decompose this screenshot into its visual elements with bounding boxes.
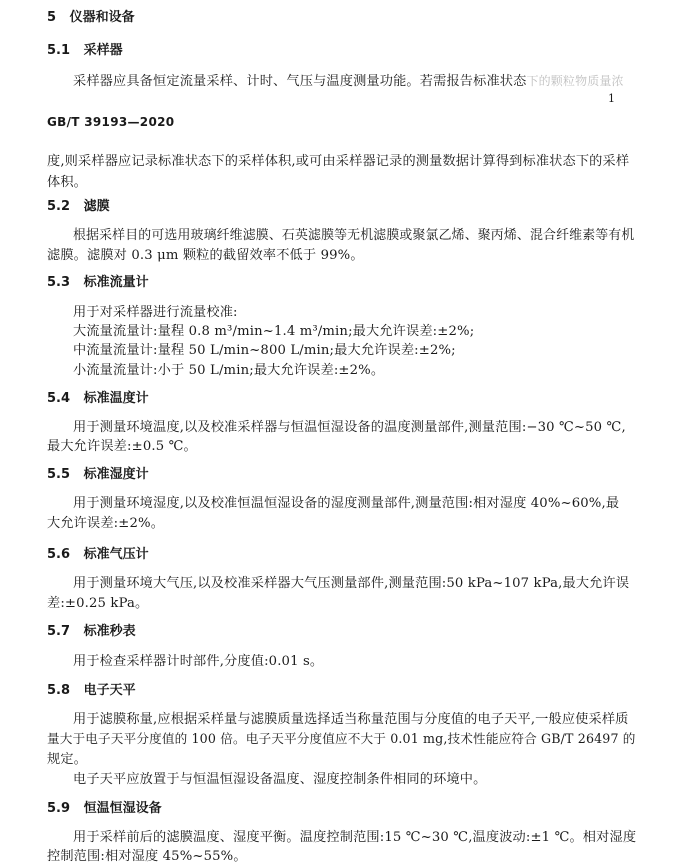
paragraph-line: 大允许误差:±2%。 [47, 516, 165, 531]
section-number: 5.6 [47, 547, 71, 562]
paragraph-line: 控制范围:相对湿度 45%~55%。 [47, 849, 247, 864]
paragraph-line: 中流量流量计:量程 50 L/min~800 L/min;最大允许误差:±2%; [73, 343, 456, 358]
paragraph-line: 用于对采样器进行流量校准: [73, 305, 238, 320]
paragraph-line: 用于测量环境湿度,以及校准恒温恒湿设备的湿度测量部件,测量范围:相对湿度 40%~60%,最 [73, 496, 620, 511]
paragraph-line: 滤膜。滤膜对 0.3 μm 颗粒的截留效率不低于 99%。 [47, 248, 364, 263]
section-title: 滤膜 [83, 199, 110, 214]
section-number: 5.8 [47, 683, 71, 698]
paragraph-line: 量大于电子天平分度值的 100 倍。电子天平分度值应不大于 0.01 mg,技术性能应符合 GB/T 26497 的 [47, 731, 636, 746]
section-title: 仪器和设备 [69, 10, 135, 25]
text-run: 采样器应具备恒定流量采样、计时、气压与温度测量功能。若需报告标准状态 [73, 74, 527, 89]
section-title: 恒温恒湿设备 [83, 801, 162, 816]
section-5-6-heading [47, 543, 149, 562]
section-number: 5.1 [47, 43, 71, 58]
paragraph-line: 用于测量环境大气压,以及校准采样器大气压测量部件,测量范围:50 kPa~107 kPa,最大允许误 [73, 576, 630, 591]
section-number: 5.7 [47, 624, 71, 639]
section-5-8-heading [47, 679, 136, 698]
section-title: 标准湿度计 [83, 467, 149, 482]
watermark: 下的颗粒物质量浓 [526, 74, 624, 88]
paragraph-line: 用于检查采样器计时部件,分度值:0.01 s。 [73, 654, 324, 669]
section-number: 5.3 [47, 275, 71, 290]
section-5-5-heading [47, 463, 149, 482]
section-number: 5.9 [47, 801, 71, 816]
paragraph-line: 用于滤膜称量,应根据采样量与滤膜质量选择适当称量范围与分度值的电子天平,一般应使采样质 [73, 712, 629, 727]
section-5-9-heading [47, 797, 162, 816]
section-number: 5.5 [47, 467, 71, 482]
section-5-2-heading [47, 195, 110, 214]
section-5-1-heading [47, 39, 123, 58]
paragraph-line: 最大允许误差:±0.5 ℃。 [47, 439, 197, 454]
page-number: 1 [608, 92, 615, 105]
paragraph-line: 小流量流量计:小于 50 L/min;最大允许误差:±2%。 [73, 363, 385, 378]
paragraph-line: 用于采样前后的滤膜温度、湿度平衡。温度控制范围:15 ℃~30 ℃,温度波动:±1 ℃。相对湿度 [73, 830, 637, 845]
paragraph-line: 大流量流量计:量程 0.8 m³/min~1.4 m³/min;最大允许误差:±2%; [73, 324, 475, 339]
paragraph-line: 差:±0.25 kPa。 [47, 596, 149, 611]
section-number: 5 [47, 10, 57, 25]
section-title: 标准流量计 [83, 275, 149, 290]
section-5-3-heading [47, 271, 149, 290]
paragraph-line: 根据采样目的可选用玻璃纤维滤膜、石英滤膜等无机滤膜或聚氯乙烯、聚丙烯、混合纤维素等有机 [73, 228, 635, 243]
section-title: 采样器 [83, 43, 123, 58]
standard-header: GB/T 39193—2020 [47, 115, 175, 129]
section-5-heading [47, 6, 135, 25]
section-5-7-heading [47, 620, 136, 639]
paragraph-line: 用于测量环境温度,以及校准采样器与恒温恒湿设备的温度测量部件,测量范围:−30 ℃~50 ℃, [73, 420, 626, 435]
section-title: 电子天平 [83, 683, 136, 698]
section-5-4-heading [47, 387, 149, 406]
paragraph-line: 度,则采样器应记录标准状态下的采样体积,或可由采样器记录的测量数据计算得到标准状态下的采样 [47, 154, 630, 169]
section-title: 标准温度计 [83, 391, 149, 406]
section-number: 5.2 [47, 199, 71, 214]
section-title: 标准气压计 [83, 547, 149, 562]
paragraph-line: 电子天平应放置于与恒温恒湿设备温度、湿度控制条件相同的环境中。 [73, 772, 487, 787]
section-number: 5.4 [47, 391, 71, 406]
paragraph-line [73, 70, 624, 89]
section-title: 标准秒表 [83, 624, 136, 639]
paragraph-line: 体积。 [47, 175, 88, 190]
paragraph-line: 规定。 [47, 752, 88, 767]
